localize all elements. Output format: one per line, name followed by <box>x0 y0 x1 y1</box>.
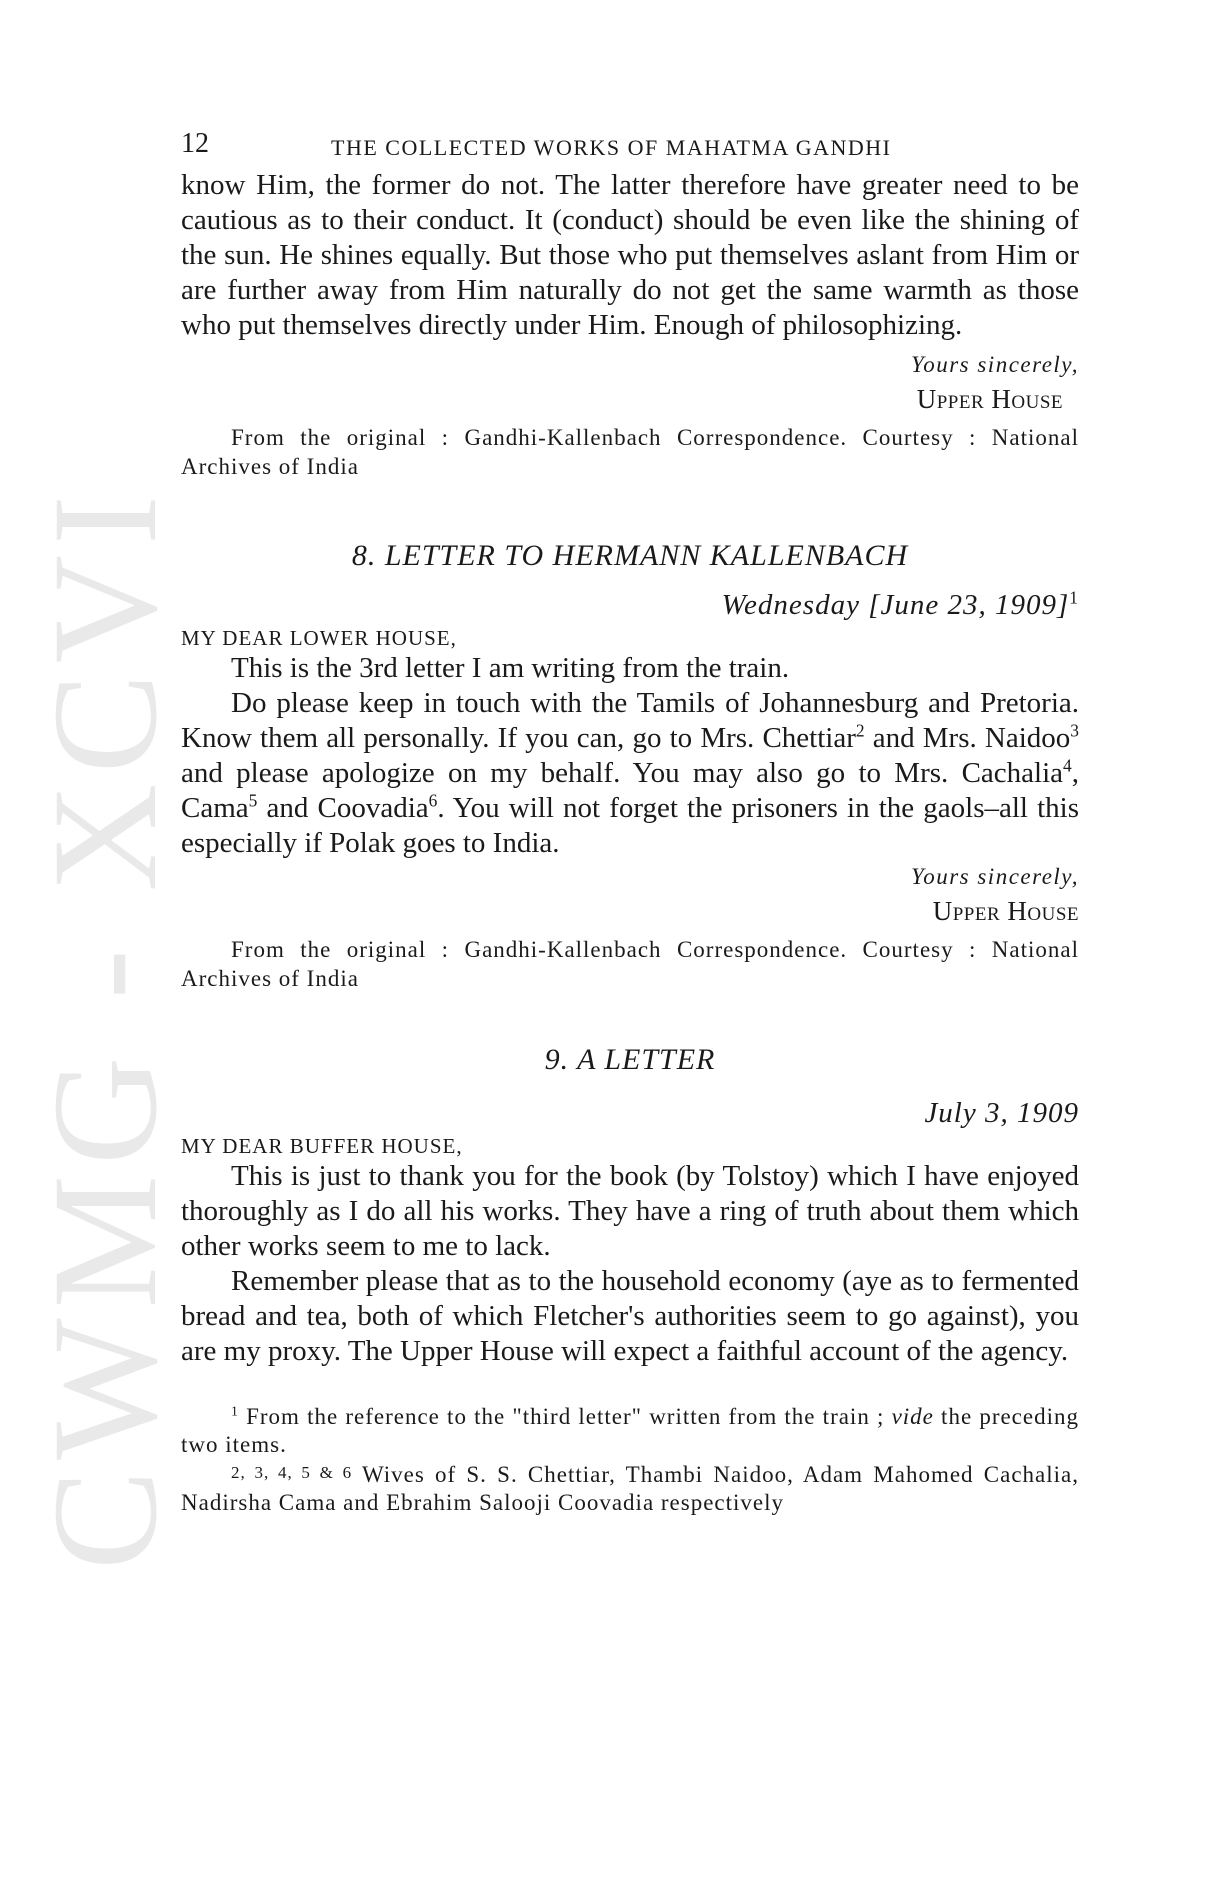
letter-date: July 3, 1909 <box>924 1097 1079 1129</box>
footnote-text: Wives of S. S. Chettiar, Thambi Naidoo, Adam Mahomed Cachalia, Nadirsha Cama and Ebrahim Salooji Coovadia respectively <box>181 1462 1079 1515</box>
footnote-ref: 6 <box>428 790 438 811</box>
footnote-mark: 1 <box>231 1403 239 1419</box>
footnote-ref: 1 <box>1069 587 1079 608</box>
letter-date <box>181 589 1079 622</box>
footnote-text: the preceding two items. <box>181 1404 1079 1457</box>
text-run: , Cama <box>181 757 1079 824</box>
date-bracket: [June 23, 1909] <box>868 589 1070 621</box>
running-title: THE COLLECTED WORKS OF MAHATMA GANDHI <box>331 135 892 160</box>
footnote-marks: 2, 3, 4, 5 & 6 <box>231 1463 353 1482</box>
letter-title: 9. A LETTER <box>544 1043 716 1076</box>
page-number: 12 <box>181 128 209 159</box>
text-run: and Mrs. Naidoo <box>864 722 1071 754</box>
footnote-vide: vide <box>891 1404 934 1429</box>
salutation: MY DEAR BUFFER HOUSE, <box>181 1134 463 1158</box>
letter-paragraph: Remember please that as to the household economy (aye as to fermented bread and tea, both of which Fletcher's authorities seem to go against), you are my proxy. The Upper House will expect a faithful account of the agency. <box>181 1265 1079 1367</box>
text-run: . You will not forget the prisoners in the gaols–all this especially if Polak goes to India. <box>181 792 1079 859</box>
letter-paragraph: This is just to thank you for the book (by Tolstoy) which I have enjoyed thoroughly as I do all his works. They have a ring of truth about them which other works seem to me to lack. <box>181 1160 1079 1262</box>
signature: Upper House <box>916 384 1063 414</box>
watermark: CWMG - XCVI <box>22 485 188 1570</box>
footnote <box>181 1403 1079 1459</box>
letter-paragraph: This is the 3rd letter I am writing from the train. <box>231 652 790 684</box>
signature: Upper House <box>932 896 1079 926</box>
footnote-ref: 2 <box>855 720 865 741</box>
letter-title: 8. LETTER TO HERMANN KALLENBACH <box>351 539 909 572</box>
source-note: From the original : Gandhi-Kallenbach Correspondence. Courtesy : National Archives of India <box>181 937 1079 991</box>
date-day: Wednesday <box>721 589 860 621</box>
continuation-paragraph: know Him, the former do not. The latter therefore have greater need to be cautious as to their conduct. It (conduct) should be even like the shining of the sun. He shines equally. But those who put themselves aslant from Him or are further away from Him naturally do not get the same warmth as those who put themselves directly under Him. Enough of philosophizing. <box>181 169 1079 341</box>
closing: Yours sincerely, <box>911 864 1079 889</box>
text-run: and Coovadia <box>257 792 429 824</box>
closing: Yours sincerely, <box>911 352 1079 377</box>
footnote <box>181 1459 1079 1517</box>
salutation: MY DEAR LOWER HOUSE, <box>181 626 457 650</box>
footnote-text: From the reference to the "third letter" written from the train ; <box>238 1404 892 1429</box>
footnote-ref: 5 <box>248 790 258 811</box>
footnote-ref: 4 <box>1063 755 1072 776</box>
footnote-ref: 3 <box>1070 720 1079 741</box>
text-run: Do please keep in touch with the Tamils of Johannesburg and Pretoria. Know them all personally. If you can, go to Mrs. Chettiar <box>181 687 1079 754</box>
source-note: From the original : Gandhi-Kallenbach Correspondence. Courtesy : National Archives of India <box>181 425 1079 479</box>
footnotes <box>181 1403 1079 1517</box>
letter-paragraph <box>181 686 1079 861</box>
page <box>181 128 1079 1517</box>
text-run: and please apologize on my behalf. You may also go to Mrs. Cachalia <box>181 757 1064 789</box>
page-header <box>181 128 1079 168</box>
